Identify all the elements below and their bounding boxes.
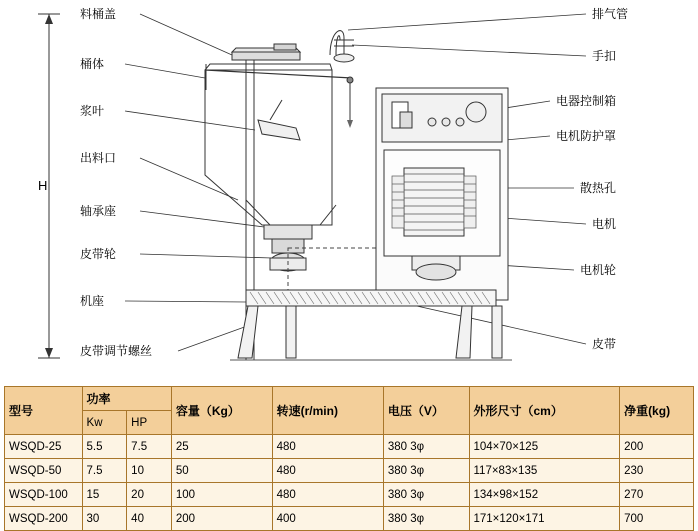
header-voltage: 电压（V） bbox=[383, 387, 469, 435]
header-kw: Kw bbox=[82, 411, 127, 435]
cell-kw: 7.5 bbox=[82, 459, 127, 483]
cell-net-weight: 230 bbox=[620, 459, 694, 483]
cell-voltage: 380 3φ bbox=[383, 435, 469, 459]
label-belt-adjust-screw: 皮带调节螺丝 bbox=[80, 344, 153, 358]
header-model: 型号 bbox=[5, 387, 83, 435]
label-discharge-port: 出料口 bbox=[80, 151, 117, 165]
label-machine-base: 机座 bbox=[80, 294, 105, 308]
label-electric-control-box: 电器控制箱 bbox=[556, 94, 617, 108]
cell-hp: 7.5 bbox=[127, 435, 172, 459]
label-motor-guard: 电机防护罩 bbox=[556, 129, 617, 143]
cell-kw: 30 bbox=[82, 507, 127, 531]
cell-model: WSQD-100 bbox=[5, 483, 83, 507]
cell-model: WSQD-200 bbox=[5, 507, 83, 531]
header-hp: HP bbox=[127, 411, 172, 435]
header-speed: 转速(r/min) bbox=[272, 387, 383, 435]
cell-speed: 400 bbox=[272, 507, 383, 531]
label-hand-buckle: 手扣 bbox=[592, 49, 617, 63]
label-paddle: 浆叶 bbox=[80, 104, 105, 118]
label-barrel-body: 桶体 bbox=[80, 57, 105, 71]
height-dimension-label: H bbox=[38, 178, 48, 193]
cell-dimension: 171×120×171 bbox=[469, 507, 620, 531]
header-power: 功率 bbox=[82, 387, 171, 411]
cell-speed: 480 bbox=[272, 483, 383, 507]
label-belt: 皮带 bbox=[592, 337, 617, 351]
label-motor: 电机 bbox=[592, 217, 617, 231]
cell-hp: 40 bbox=[127, 507, 172, 531]
cell-net-weight: 270 bbox=[620, 483, 694, 507]
cell-kw: 15 bbox=[82, 483, 127, 507]
cell-hp: 20 bbox=[127, 483, 172, 507]
cell-kw: 5.5 bbox=[82, 435, 127, 459]
specification-table bbox=[4, 386, 694, 531]
label-heat-vent: 散热孔 bbox=[580, 181, 617, 195]
table-row bbox=[5, 435, 694, 459]
label-motor-wheel: 电机轮 bbox=[580, 263, 617, 277]
label-bucket-cover: 料桶盖 bbox=[80, 7, 117, 21]
cell-dimension: 134×98×152 bbox=[469, 483, 620, 507]
header-net-weight: 净重(kg) bbox=[620, 387, 694, 435]
header-capacity: 容量（Kg） bbox=[171, 387, 272, 435]
cell-voltage: 380 3φ bbox=[383, 459, 469, 483]
table-header-row-1 bbox=[5, 387, 694, 411]
cell-dimension: 117×83×135 bbox=[469, 459, 620, 483]
cell-voltage: 380 3φ bbox=[383, 507, 469, 531]
label-bearing-seat: 轴承座 bbox=[80, 204, 117, 218]
table-row bbox=[5, 483, 694, 507]
cell-dimension: 104×70×125 bbox=[469, 435, 620, 459]
cell-capacity: 25 bbox=[171, 435, 272, 459]
cell-speed: 480 bbox=[272, 435, 383, 459]
header-dimension: 外形尺寸（cm） bbox=[469, 387, 620, 435]
label-exhaust-pipe: 排气管 bbox=[592, 7, 629, 21]
cell-net-weight: 700 bbox=[620, 507, 694, 531]
cell-model: WSQD-25 bbox=[5, 435, 83, 459]
cell-speed: 480 bbox=[272, 459, 383, 483]
table-row bbox=[5, 459, 694, 483]
cell-capacity: 50 bbox=[171, 459, 272, 483]
cell-hp: 10 bbox=[127, 459, 172, 483]
cell-capacity: 100 bbox=[171, 483, 272, 507]
cell-net-weight: 200 bbox=[620, 435, 694, 459]
cell-voltage: 380 3φ bbox=[383, 483, 469, 507]
label-belt-pulley: 皮带轮 bbox=[80, 247, 117, 261]
cell-model: WSQD-50 bbox=[5, 459, 83, 483]
cell-capacity: 200 bbox=[171, 507, 272, 531]
table-row bbox=[5, 507, 694, 531]
